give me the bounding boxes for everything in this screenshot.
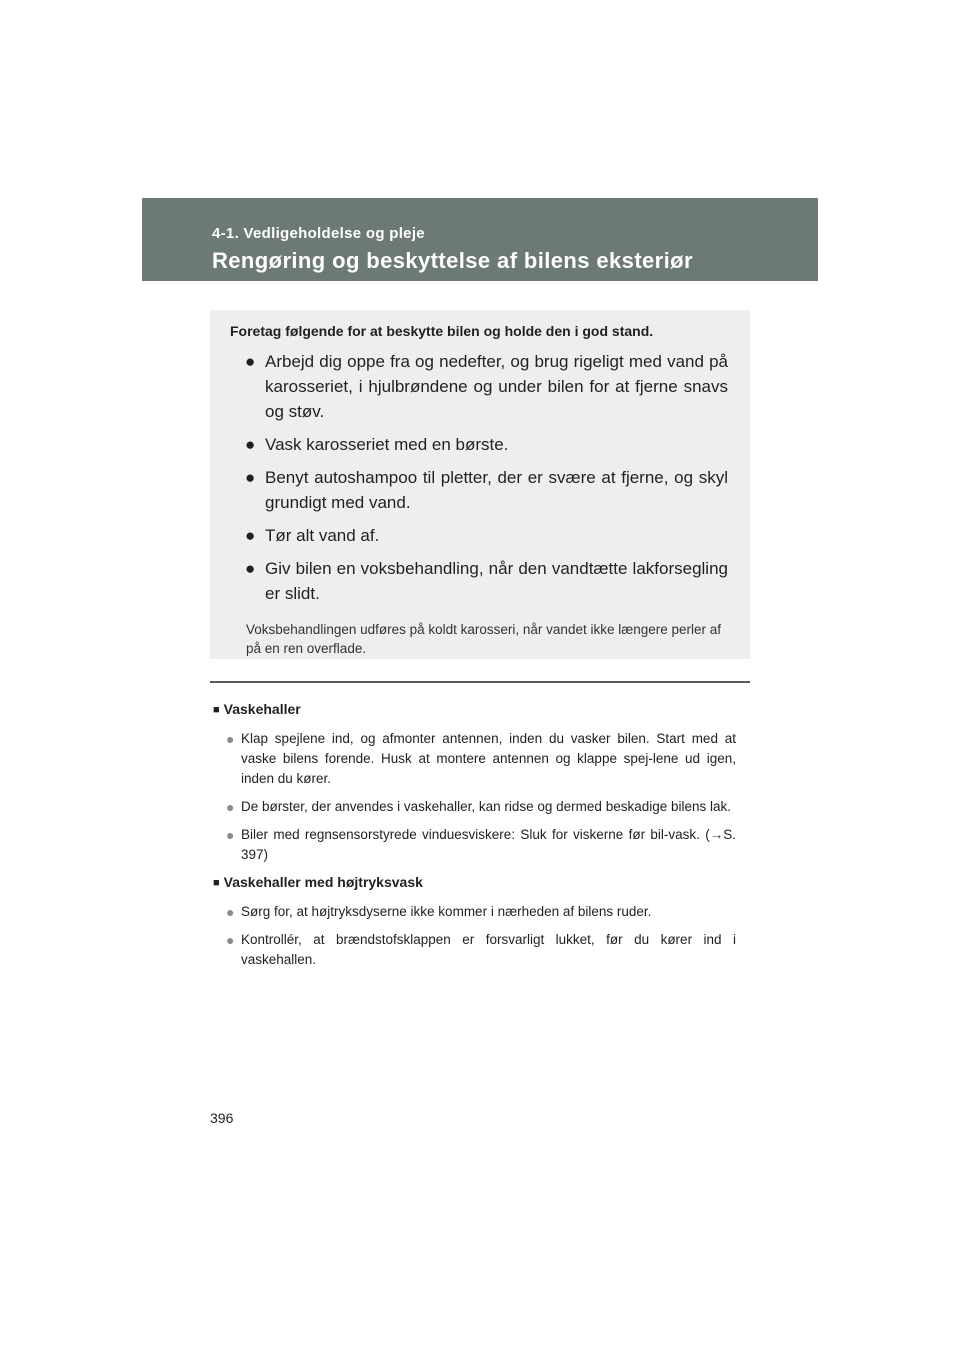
note-item	[213, 930, 736, 970]
page-number: 396	[210, 1110, 234, 1126]
bullet-text: Giv bilen en voksbehandling, når den vandtætte lakforsegling er slidt.	[265, 559, 728, 603]
notes-section	[213, 700, 736, 978]
item-text: De børster, der anvendes i vaskehaller, kan ridse og dermed beskadige bilens lak.	[241, 799, 732, 814]
bullet-text: Benyt autoshampoo til pletter, der er svære at fjerne, og skyl grundigt med vand.	[265, 468, 728, 512]
bullet-icon: ●	[226, 731, 235, 747]
bullet-icon: ●	[226, 827, 235, 843]
bullet-icon: ●	[245, 559, 256, 578]
bullet-icon: ●	[226, 904, 235, 920]
chapter-header	[142, 198, 818, 281]
square-bullet-icon: ■	[213, 704, 220, 716]
item-text: Biler med regnsensorstyrede vinduesviskere: Sluk for viskerne før bil-vask. (→S. 397)	[241, 827, 736, 862]
heading-text: Vaskehaller med højtryksvask	[223, 874, 423, 890]
bullet-icon: ●	[245, 435, 256, 454]
bullet-icon: ●	[245, 468, 256, 487]
bullet-icon: ●	[245, 352, 256, 371]
item-text: Klap spejlene ind, og afmonter antennen, inden du vasker bilen. Start med at vaske bilens forende. Husk at montere antennen og klappe spej-lene ud igen, inden du kører.	[241, 731, 736, 786]
box-bullet	[230, 465, 728, 515]
section-heading	[213, 873, 736, 892]
item-text: Sørg for, at højtryksdyserne ikke kommer i nærheden af bilens ruder.	[241, 904, 652, 919]
bullet-text: Vask karosseriet med en børste.	[265, 435, 509, 454]
note-item	[213, 902, 736, 922]
box-note: Voksbehandlingen udføres på koldt karosseri, når vandet ikke længere perler af på en ren overflade.	[246, 622, 722, 656]
box-bullet	[230, 556, 728, 606]
bullet-icon: ●	[226, 799, 235, 815]
box-bullet	[230, 432, 728, 457]
section-heading	[213, 700, 736, 719]
item-text: Kontrollér, at brændstofsklappen er forsvarligt lukket, før du kører ind i vaskehallen.	[241, 932, 736, 967]
box-bullet	[230, 523, 728, 548]
bullet-text: Arbejd dig oppe fra og nedefter, og brug rigeligt med vand på karosseriet, i hjulbrøndene og under bilen for at fjerne snavs og støv.	[265, 352, 728, 421]
bullet-icon: ●	[226, 932, 235, 948]
note-item	[213, 729, 736, 789]
section-label: 4-1. Vedligeholdelse og pleje	[212, 225, 425, 242]
bullet-text: Tør alt vand af.	[265, 526, 380, 545]
square-bullet-icon: ■	[213, 877, 220, 889]
note-item	[213, 825, 736, 865]
info-box	[210, 310, 750, 659]
divider	[210, 681, 750, 683]
note-item	[213, 797, 736, 817]
bullet-icon: ●	[245, 526, 256, 545]
page-title: Rengøring og beskyttelse af bilens eksteriør	[212, 248, 693, 273]
intro-text: Foretag følgende for at beskytte bilen og holde den i god stand.	[230, 323, 654, 339]
box-bullet	[230, 349, 728, 424]
heading-text: Vaskehaller	[223, 701, 301, 717]
